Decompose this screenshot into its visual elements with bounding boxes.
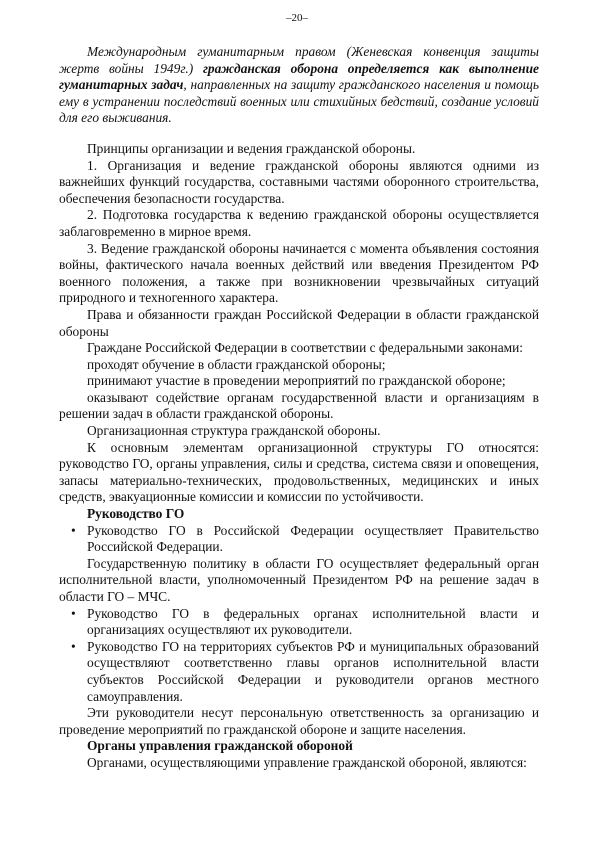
bullet-list-1 [59,523,539,556]
intro-paragraph [59,44,539,127]
principles-heading: Принципы организации и ведения гражданской обороны. [87,140,416,156]
principle-1: 1. Организация и ведение гражданской обороны являются одними из важнейших функций государства, составными частями оборонного строительства, обеспечения безопасности государства. [59,157,539,206]
citizen-duty-1: проходят обучение в области гражданской обороны; [87,356,386,372]
structure-heading: Организационная структура гражданской обороны. [87,423,381,439]
citizen-duty-2: принимают участие в проведении мероприятий по гражданской обороне; [87,373,506,389]
list-item [59,639,539,705]
section-heading-leadership: Руководство ГО [87,506,185,522]
page-content [59,44,539,772]
rights-heading: Права и обязанности граждан Российской Федерации в области гражданской обороны [59,306,539,339]
citizen-duty-3: оказывают содействие органам государственной власти и организациям в решении задач в области гражданской обороны. [59,389,539,422]
structure-elements: К основным элементам организационной структуры ГО относятся: руководство ГО, органы управления, силы и средства, система связи и оповещения, запасы материально-технических, продовольственных, медицинских и иных средств, эвакуационные комиссии и комиссии по устойчивости. [59,439,539,505]
bullet-text: Руководство ГО в Российской Федерации осуществляет Правительство Российской Федерации. [87,522,539,555]
bullet-marker: • [71,522,76,538]
responsibility-paragraph: Эти руководители несут персональную ответственность за организацию и проведение мероприятий по гражданской обороне и защите населения. [59,705,539,737]
management-bodies-paragraph: Органами, осуществляющими управление гражданской обороной, являются: [87,754,527,770]
principle-3: 3. Ведение гражданской обороны начинается с момента объявления состояния войны, фактического начала военных действий или введения Президентом РФ военного положения, а также при возникновении чрезвычайных ситуаций природного и техногенного характера. [59,240,539,306]
principle-2: 2. Подготовка государства к ведению гражданской обороны осуществляется заблаговременно в мирное время. [59,207,539,239]
bullet-marker: • [71,605,76,621]
list-item [59,606,539,639]
page-number: –20– [286,12,308,24]
paragraph-gap [59,127,539,141]
citizens-intro: Граждане Российской Федерации в соответствии с федеральными законами: [87,340,524,356]
intro-bold-definition: гражданская оборона определяется как выполнение гуманитарных задач [59,60,539,93]
section-heading-management-bodies: Органы управления гражданской обороной [87,738,353,754]
intro-text-start: Международным гуманитарным правом (Женевская конвенция защиты жертв войны 1949г.) [59,44,539,76]
policy-paragraph: Государственную политику в области ГО осуществляет федеральный орган исполнительной власти, уполномоченный Президентом РФ на решение задач в области ГО – МЧС. [59,555,539,604]
bullet-marker: • [71,638,76,654]
list-item [59,523,539,556]
bullet-text: Руководство ГО на территориях субъектов РФ и муниципальных образований осуществляют соответственно главы органов исполнительной власти субъектов Российской Федерации и руководители органов местного самоуправления. [87,638,539,704]
bullet-text: Руководство ГО в федеральных органах исполнительной власти и организациях осуществляют их руководители. [87,605,539,638]
bullet-list-2 [59,606,539,706]
intro-text-end: , направленных на защиту гражданского населения и помощь ему в устранении последствий военных или стихийных бедствий, создание условий для его выживания. [59,77,539,126]
